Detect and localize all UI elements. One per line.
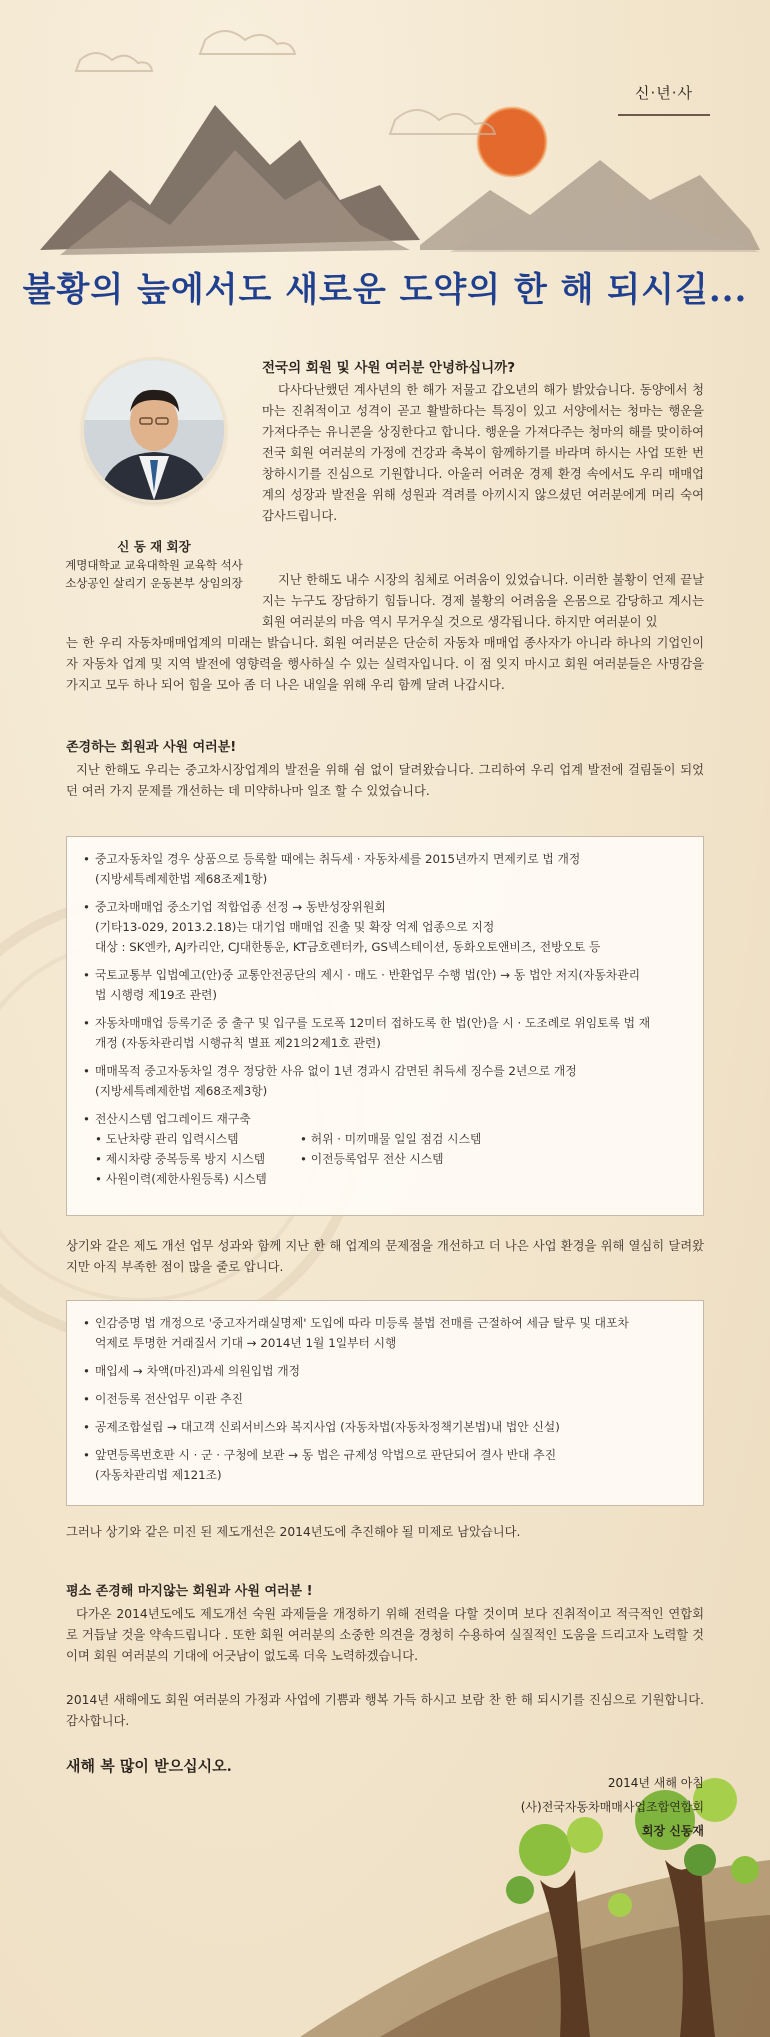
profile-name: 신 동 재 회장 <box>117 539 191 554</box>
greeting: 전국의 회원 및 사원 여러분 안녕하십니까? <box>262 360 516 376</box>
headline: 불황의 늪에서도 새로운 도약의 한 해 되시길... <box>22 270 748 310</box>
plans-box <box>66 1300 704 1506</box>
system-item: • 사원이력(제한사원등록) 시스템 <box>95 1172 267 1186</box>
system-item: • 이전등록업무 전산 시스템 <box>300 1152 444 1166</box>
system-items-grid <box>95 1129 685 1189</box>
subheading-respected-members: 존경하는 회원과 사원 여러분! <box>66 740 237 755</box>
paragraph-shortcomings: 상기와 같은 제도 개선 업무 성과와 함께 지난 한 해 업계의 문제점을 개선하고 더 나은 사업 환경을 위해 열심히 달려왔지만 아직 부족한 점이 많을 줄로 압니다. <box>66 1239 704 1274</box>
signature-date: 2014년 새해 아침 <box>607 1776 704 1790</box>
list-item: • 앞면등록번호판 시 · 군 · 구청에 보관 → 동 법은 규제성 악법으로 판단되어 결사 반대 추진 (자동차관리법 제121조) <box>95 1445 685 1485</box>
signature-name: 회장 신동재 <box>641 1824 704 1838</box>
paragraph-blessing: 2014년 새해에도 회원 여러분의 가정과 사업에 기쁨과 행복 가득 하시고 보람 찬 한 해 되시기를 진심으로 기원합니다. 감사합니다. <box>66 1693 704 1728</box>
list-item: • 중고자동차일 경우 상품으로 등록할 때에는 취득세 · 자동차세를 2015년까지 면제키로 법 개정 (지방세특례제한법 제68조제1항) <box>95 849 685 889</box>
list-item: • 인감증명 법 개정으로 '중고자거래실명제' 도입에 따라 미등록 불법 전매를 근절하여 세금 탈루 및 대포차 억제로 투명한 거래질서 기대 → 2014년 1월 1일부터 시행 <box>95 1313 685 1353</box>
plans-list <box>67 1301 703 1501</box>
list-item: • 자동차매매업 등록기준 중 출구 및 입구를 도로폭 12미터 접하도록 한 법(안)을 시 · 도조례로 위임토록 법 재 개정 (자동차관리법 시행규칙 별표 제21의2제1호 관련) <box>95 1013 685 1053</box>
system-item: • 도난차량 관리 입력시스템 <box>95 1132 239 1146</box>
profile-position: 소상공인 살리기 운동본부 상임의장 <box>65 576 243 590</box>
list-item: • 이전등록 전산업무 이관 추진 <box>95 1389 685 1409</box>
mountain-range-icon <box>40 105 760 255</box>
list-item: • 매입세 → 차액(마진)과세 의원입법 개정 <box>95 1361 685 1381</box>
cloud-icon <box>76 31 495 134</box>
signature-organization: (사)전국자동차매매사업조합연합회 <box>520 1800 704 1814</box>
system-item: • 허위 · 미끼매물 일일 점검 시스템 <box>300 1132 482 1146</box>
paragraph-unfinished: 그러나 상기와 같은 미진 된 제도개선은 2014년도에 추진해야 될 미제로 남았습니다. <box>66 1525 521 1539</box>
section-badge: 신·년·사 <box>634 84 693 102</box>
closing-greeting: 새해 복 많이 받으십시오. <box>66 1757 232 1775</box>
list-item: • 매매목적 중고자동차일 경우 정당한 사유 없이 1년 경과시 감면된 취득세 징수를 2년으로 개정 (지방세특례제한법 제68조제3항) <box>95 1061 685 1101</box>
list-item: • 국토교통부 입법예고(안)중 교통안전공단의 제시 · 매도 · 반환업무 수행 법(안) → 동 법안 저지(자동차관리 법 시행령 제19조 관련) <box>95 965 685 1005</box>
system-item: • 제시차량 중복등록 방지 시스템 <box>95 1152 266 1166</box>
achievements-box <box>66 836 704 1216</box>
paragraph-promise: 다가온 2014년도에도 제도개선 숙원 과제들을 개정하기 위해 전력을 다할 것이며 보다 진취적이고 적극적인 연합회로 거듭날 것을 약속드립니다 . 또한 회원 여러분의 소중한 의견을 경청히 수용하여 실질적인 도움을 드리고자 노력할 것이며 회원 여러분의 기대에 어긋남이 없도록 더욱 노력하겠습니다. <box>66 1607 704 1663</box>
list-item-system-upgrade: • 전산시스템 업그레이드 재구축 • 도난차량 관리 입력시스템 • 허위 · 미끼매물 일일 점검 시스템 • 제시차량 중복등록 방지 시스템 • 이전등록업무 전산 시스템 • 사원이력(제한사원등록) 시스템 <box>95 1109 685 1189</box>
person-icon <box>84 360 224 500</box>
paragraph-intro: 다사다난했던 계사년의 한 해가 저물고 갑오년의 해가 밝았습니다. 동양에서 청마는 진취적이고 성격이 곧고 활발하다는 특징이 있고 서양에서는 청마는 행운을 가져다주는 유니콘을 상징한다고 합니다. 행운을 가져다주는 청마의 해를 맞이하여 전국 회원 여러분의 가정에 건강과 축복이 함께하기를 바라며 하시는 사업 또한 번창하시기를 진심으로 기원합니다. 아울러 어려운 경제 환경 속에서도 우리 매매업계의 성장과 발전을 위해 성원과 격려를 아끼시지 않으셨던 여러분에게 머리 숙여 감사드립니다. <box>262 383 704 523</box>
badge-underline <box>618 114 710 116</box>
portrait-photo <box>84 360 224 500</box>
list-item: • 공제조합설립 → 대고객 신뢰서비스와 복지사업 (자동차법(자동차정책기본법)내 법안 신설) <box>95 1417 685 1437</box>
achievements-list <box>67 837 703 1205</box>
paragraph-recession-continued: 는 한 우리 자동차매매업계의 미래는 밝습니다. 회원 여러분은 단순히 자동차 매매업 종사자가 아니라 하나의 기업인이자 자동차 업계 및 지역 발전에 영향력을 행사하실 수 있는 실력자입니다. 이 점 잊지 마시고 회원 여러분들은 사명감을 가지고 모두 하나 되어 힘을 모아 좀 더 나은 내일을 위해 우리 함께 달려 나갑시다. <box>66 636 704 692</box>
profile-education: 계명대학교 교육대학원 교육학 석사 <box>65 558 243 572</box>
list-item: • 중고차매매업 중소기업 적합업종 선정 → 동반성장위원회 (기타13-029, 2013.2.18)는 대기업 매매업 진출 및 확장 억제 업종으로 지정 대상 : SK엔카, AJ카리안, CJ대한통운, KT금호렌터카, GS넥스테이션, 동화오토앤비즈, 전방오토 등 <box>95 897 685 957</box>
profile-caption <box>54 538 254 592</box>
subheading-esteemed-members: 평소 존경해 마지않는 회원과 사원 여러분 ! <box>66 1584 313 1599</box>
paragraph-recession: 지난 한해도 내수 시장의 침체로 어려움이 있었습니다. 이러한 불황이 언제 끝날지는 누구도 장담하기 힘듭니다. 경제 불황의 어려움을 온몸으로 감당하고 계시는 회원 여러분의 마음 역시 무거우실 것으로 생각됩니다. 하지만 여러분이 있 <box>262 573 704 629</box>
paragraph-progress: 지난 한해도 우리는 중고차시장업계의 발전을 위해 쉼 없이 달려왔습니다. 그리하여 우리 업계 발전에 걸림돌이 되었던 여러 가지 문제를 개선하는 데 미약하나마 일조 할 수 있었습니다. <box>66 763 704 798</box>
